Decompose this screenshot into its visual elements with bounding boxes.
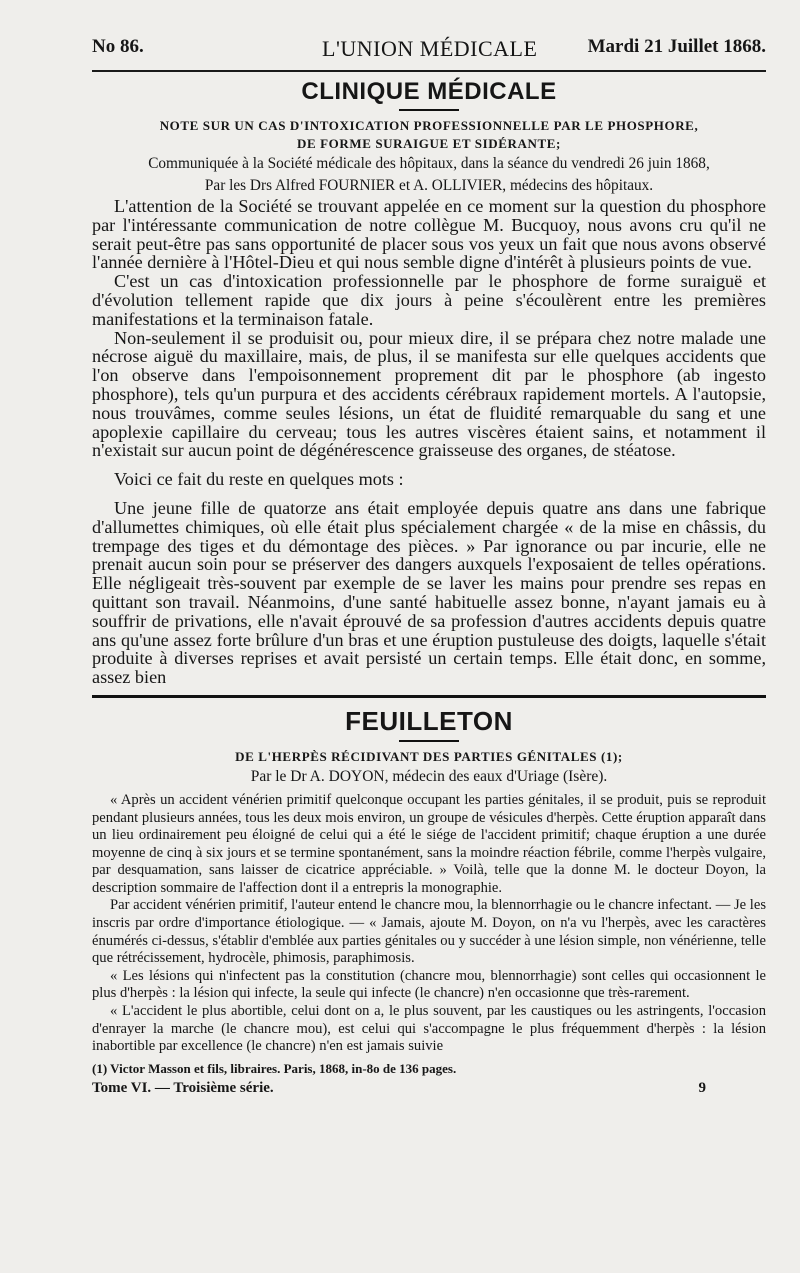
title-underline (399, 740, 459, 742)
feuilleton-section-title: FEUILLETON (345, 705, 513, 736)
title-underline (399, 109, 459, 111)
footnote: (1) Victor Masson et fils, libraires. Paris, 1868, in-8o de 136 pages. (92, 1060, 457, 1076)
body-paragraph: « Après un accident vénérien primitif quelconque occupant les parties génitales, il se produit, puis se reproduit pendant plusieurs années, tous les deux mois environ, un groupe de vésicules d'herpès. Cette éruption apparaît dans un lieu ordinairement peu éloigné de celui qui a été le siége de l'accident primitif; chaque éruption a une durée moyenne de cinq à six jours et se termine spontanément, sans la moindre réaction fébrile, comme l'herpès vulgaire, par desquamation, sans laisser de cicatrice appréciable. » Voilà, telle que la donne M. le docteur Doyon, la description sommaire de l'affection dont il a entrepris la monographie. (92, 791, 766, 896)
masthead-rule (92, 70, 766, 72)
body-paragraph: Non-seulement il se produisit ou, pour mieux dire, il se prépara chez notre malade une nécrose aiguë du maxillaire, mais, de plus, il se manifesta sur elle quelques accidents que l'on observe dans l'empoisonnement proprement dit par le phosphore (ab ingesto phosphore), tels qu'un purpura et des accidents cérébraux rapidement mortels. A l'autopsie, nous trouvâmes, comme seules lésions, un état de fluidité remarquable du sang et une apoplexie capillaire du cerveau; tous les autres viscères étaient sains, et notamment il n'existait sur aucun point de dégénérescence graisseuse des organes, de stéatose. (92, 327, 766, 461)
feuilleton-subtitle: DE L'HERPÈS RÉCIDIVANT DES PARTIES GÉNITALES (1); (235, 748, 623, 764)
feuilleton-author: Par le Dr A. DOYON, médecin des eaux d'Uriage (Isère). (250, 767, 608, 785)
body-paragraph: C'est un cas d'intoxication professionnelle par le phosphore de forme suraiguë et d'évolution tellement rapide que dix jours à peine s'écoulèrent entre les premières manifestations et la terminaison fatale. (92, 271, 766, 329)
page-number: 9 (698, 1079, 706, 1096)
masthead (92, 28, 766, 70)
body-paragraph: Par accident vénérien primitif, l'auteur entend le chancre mou, la blennorrhagie ou le chancre infectant. — Je les inscris par ordre d'importance étiologique. — « Jamais, ajoute M. Doyon, on n'a vu l'herpès, avec les caractères énumérés ci-dessus, s'établir d'emblée aux parties génitales ou y succéder à une lésion simple, non vénérienne, telle que rétrécissement, hydrocèle, phimosis, paraphimosis. (92, 897, 766, 967)
article-subtitle-line-2: DE FORME SURAIGUE ET SIDÉRANTE; (297, 136, 561, 151)
clinique-section (92, 78, 766, 687)
volume-series: Tome VI. — Troisième série. (92, 1079, 274, 1096)
body-paragraph: « L'accident le plus abortible, celui dont on a, le plus souvent, par les caustiques ou les astringents, l'occasion d'enrayer la marche (le chancre mou), est celui qui s'accompagne le plus fréquemment d'herpès : la lésion inabortible par excellence (le chancre) n'en est jamais suivie (92, 1003, 766, 1055)
article-authors: Par les Drs Alfred FOURNIER et A. OLLIVIER, médecins des hôpitaux. (204, 177, 654, 194)
issue-date: Mardi 21 Juillet 1868. (587, 36, 766, 57)
communication-note: Communiquée à la Société médicale des hôpitaux, dans la séance du vendredi 26 juin 1868, (148, 155, 710, 172)
feuilleton-body (92, 792, 766, 1056)
journal-title: L'UNION MÉDICALE (322, 36, 538, 61)
feuilleton-section (92, 706, 766, 1078)
issue-number: No 86. (92, 36, 144, 57)
page-footer (92, 1078, 766, 1102)
article-subtitle-line-1: NOTE SUR UN CAS D'INTOXICATION PROFESSIONNELLE PAR LE PHOSPHORE, (159, 118, 699, 133)
body-paragraph: L'attention de la Société se trouvant appelée en ce moment sur la question du phosphore par l'intéressante communication de notre collègue M. Bucquoy, nous avons cru qu'il ne serait peut-être pas sans opportunité de placer sous vos yeux un fait que nous avons observé l'année dernière à l'Hôtel-Dieu et qui nous semble digne d'intérêt à plusieurs points de vue. (92, 196, 766, 273)
clinique-body (92, 197, 766, 687)
clinique-section-title: CLINIQUE MÉDICALE (301, 78, 557, 105)
body-paragraph: Voici ce fait du reste en quelques mots : (114, 469, 404, 490)
body-paragraph: Une jeune fille de quatorze ans était employée depuis quatre ans dans une fabrique d'allumettes chimiques, où elle était plus spécialement chargée « de la mise en châssis, du trempage des tiges et du démontage des pièces. » Par ignorance ou par incurie, elle ne prenait aucun soin pour se préserver des dangers auxquels l'exposaient de telles opérations. Elle négligeait très-souvent par exemple de se laver les mains pour prendre ses repas en quittant son travail. Néanmoins, d'une santé habituelle assez bonne, n'ayant jamais eu à souffrir de privations, elle n'avait éprouvé de sa profession d'autres accidents depuis quatre ans qu'une assez forte brûlure d'un bras et une éruption pustuleuse des doigts, laquelle s'était produite à diverses reprises et avait persisté un certain temps. Elle était donc, en somme, assez bien (92, 497, 766, 688)
body-paragraph: « Les lésions qui n'infectent pas la constitution (chancre mou, blennorrhagie) sont celles qui occasionnent le plus d'herpès : la lésion qui infecte, la seule qui infecte (le chancre) n'en occasionne que très-rarement. (92, 967, 766, 1002)
feuilleton-divider (92, 695, 766, 698)
